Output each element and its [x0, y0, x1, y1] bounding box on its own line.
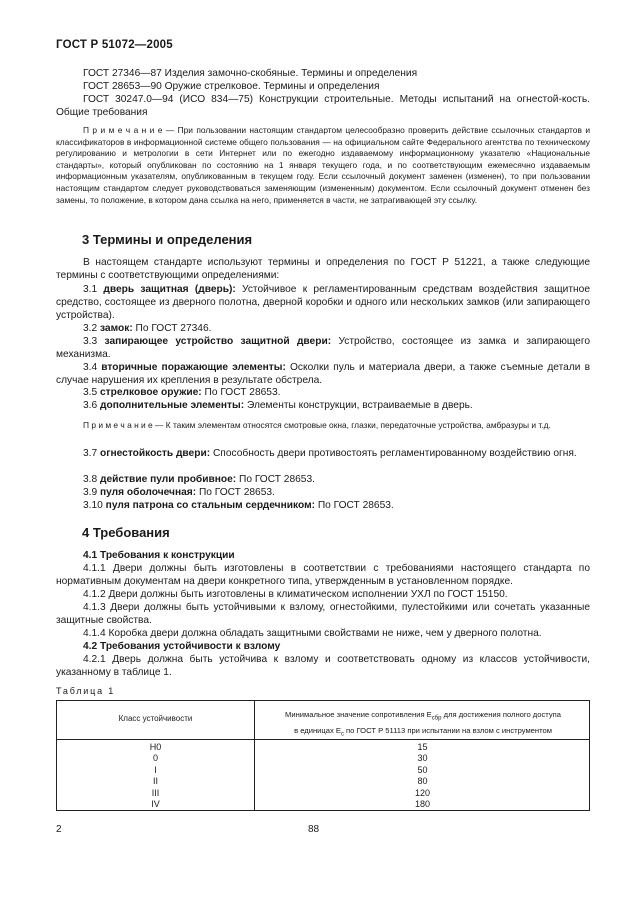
- section-3-title: 3 Термины и определения: [82, 232, 253, 247]
- term-name: пуля оболочечная:: [100, 487, 197, 498]
- term-3-9: [56, 486, 590, 499]
- table-cell-class: 0: [152, 753, 158, 764]
- term-3-8: [56, 473, 590, 486]
- table-cell-value: 15: [417, 742, 428, 752]
- term-name: запирающее устройство защитной двери:: [104, 336, 332, 347]
- table-cell-class: I: [154, 764, 157, 775]
- term-definition: Осколки пуль и материала двери, а также съемные детали в случае нарушения их крепления в результате обстрела.: [56, 362, 591, 387]
- table-value-column: [254, 742, 591, 810]
- ref-gost-27346: ГОСТ 27346—87 Изделия замочно-скобяные. Термины и определения: [83, 68, 418, 79]
- term-name: вторичные поражающие элементы:: [101, 362, 286, 373]
- term-3-6: [56, 399, 590, 412]
- term-name: огнестойкость двери:: [100, 448, 211, 459]
- term-definition: Способность двери противостоять регламентированному воздействию огня.: [210, 448, 577, 459]
- term-name: действие пули пробивное:: [100, 474, 237, 485]
- note-text: При пользовании настоящим стандартом целесообразно проверить действие ссылочных стандартов и классификаторов в информационной системе общего пользования — на официальном сайте Федерального агентства по техническому регулированию и метрологии в сети Интернет или по ежегодно издаваемому информационному указателю «Национальные стандарты», который опубликован по состоянию на 1 января текущего года, и по соответствующим ежемесячно издаваемым информационным указателям, опубликованным в текущем году. Если ссылочный документ заменен (изменен), то при пользовании настоящим стандартом следует руководствоваться заменяющим (измененным) документом. Если ссылочный документ отменен без замены, то положение, в котором дана ссылка на него, применяется в части, не затрагивающей эту ссылку.: [56, 125, 590, 205]
- term-name: стрелковое оружие:: [100, 387, 202, 398]
- header-text: по ГОСТ Р 51113 при испытании на взлом с инструментом: [343, 725, 552, 735]
- note-text: К таким элементам относятся смотровые окна, глазки, передаточные устройства, амбразуры и т.д.: [163, 420, 551, 430]
- page-number-left: 2: [56, 824, 62, 835]
- section-4-1-title: 4.1 Требования к конструкции: [83, 550, 235, 561]
- table-cell-value: 120: [414, 787, 431, 798]
- ref-gost-30247: ГОСТ 30247.0—94 (ИСО 834—75) Конструкции строительные. Методы испытаний на огнестой-кость. Общие требования: [56, 94, 590, 119]
- term-number: 3.1: [83, 284, 104, 295]
- term-number: 3.7: [83, 448, 100, 459]
- note-lead: П р и м е ч а н и е —: [83, 420, 164, 430]
- table-cell-class: II: [152, 776, 158, 787]
- header-subscript: с: [340, 731, 344, 738]
- header-text: для достижения полного доступа: [441, 710, 561, 719]
- term-definition: Устройство, состоящее из замка и запирающего механизма.: [56, 336, 590, 361]
- table-header-resistance: [257, 709, 589, 740]
- table-cell-value: 80: [417, 776, 428, 787]
- term-number: 3.4: [83, 362, 102, 373]
- term-3-3: [56, 335, 590, 361]
- table-cell-value: 50: [417, 764, 428, 775]
- term-name: дверь защитная (дверь):: [103, 284, 236, 295]
- table-cell-value: 180: [414, 799, 431, 810]
- header-subscript: сбр: [431, 715, 442, 722]
- note-references: [56, 125, 590, 206]
- term-3-4: [56, 361, 590, 387]
- term-definition: По ГОСТ 27346.: [132, 323, 212, 334]
- term-definition: По ГОСТ 28653.: [236, 474, 315, 485]
- header-text: в единицах E: [294, 725, 341, 735]
- para-4-2-1: 4.2.1 Дверь должна быть устойчива к взлому и соответствовать одному из классов устойчивости, указанному в таблице 1.: [56, 654, 590, 679]
- table-caption: Таблица 1: [56, 686, 115, 696]
- term-definition: Элементы конструкции, встраиваемые в дверь.: [244, 400, 473, 411]
- term-number: 3.10: [83, 500, 106, 511]
- term-3-2: [56, 322, 590, 335]
- para-4-1-2: 4.1.2 Двери должны быть изготовлены в климатическом исполнении УХЛ по ГОСТ 15150.: [83, 589, 508, 600]
- page-number-center: 88: [308, 824, 320, 835]
- table-cell-class: IV: [151, 799, 160, 810]
- term-number: 3.6: [83, 400, 100, 411]
- para-4-1-4: 4.1.4 Коробка двери должна обладать защитными свойствами не ниже, чем у дверного полотна.: [83, 628, 542, 639]
- section-4-2-title: 4.2 Требования устойчивости к взлому: [83, 641, 281, 652]
- note-additional-elements: [56, 420, 590, 432]
- para-4-1-1: 4.1.1 Двери должны быть изготовлены в соответствии с требованиями настоящего стандарта по нормативным документам на двери конкретного типа, утвержденным в установленном порядке.: [56, 563, 590, 588]
- section-4-title: 4 Требования: [82, 525, 170, 540]
- resistance-class-table: [56, 700, 590, 811]
- term-definition: Устойчивое к регламентированным средствам воздействия защитное средство, состоящее из дверного полотна, дверной коробки и одного или нескольких замков (или запирающего устройства).: [56, 284, 590, 322]
- table-class-column: [57, 742, 254, 810]
- table-cell-class: Н0: [149, 742, 162, 752]
- header-text: Минимальное значение сопротивления E: [285, 710, 432, 719]
- term-number: 3.2: [83, 323, 100, 334]
- term-3-1: [56, 283, 590, 323]
- term-definition: По ГОСТ 28653.: [196, 487, 275, 498]
- term-definition: По ГОСТ 28653.: [201, 387, 281, 398]
- ref-gost-28653: ГОСТ 28653—90 Оружие стрелковое. Термины и определения: [83, 81, 380, 92]
- term-number: 3.9: [83, 487, 100, 498]
- table-header-class: Класс устойчивости: [118, 714, 193, 723]
- term-name: замок:: [100, 323, 133, 334]
- term-definition: По ГОСТ 28653.: [315, 500, 394, 511]
- note-lead: П р и м е ч а н и е —: [83, 125, 175, 135]
- term-3-10: [56, 499, 590, 512]
- term-3-7: [56, 447, 590, 460]
- term-number: 3.3: [83, 336, 105, 347]
- table-cell-class: III: [151, 787, 160, 798]
- term-3-5: [56, 386, 590, 399]
- table-cell-value: 30: [417, 753, 428, 764]
- para-4-1-3: 4.1.3 Двери должны быть устойчивыми к взлому, огнестойкими, пулестойкими или сочетать указанные защитные свойства.: [56, 602, 590, 627]
- term-name: пуля патрона со стальным сердечником:: [105, 500, 315, 511]
- term-number: 3.8: [83, 474, 100, 485]
- section-3-intro: В настоящем стандарте используют термины и определения по ГОСТ Р 51221, а также следующие термины с соответствующими определениями:: [56, 257, 590, 282]
- term-name: дополнительные элементы:: [100, 400, 245, 411]
- document-header: ГОСТ Р 51072—2005: [56, 39, 173, 51]
- term-number: 3.5: [83, 387, 100, 398]
